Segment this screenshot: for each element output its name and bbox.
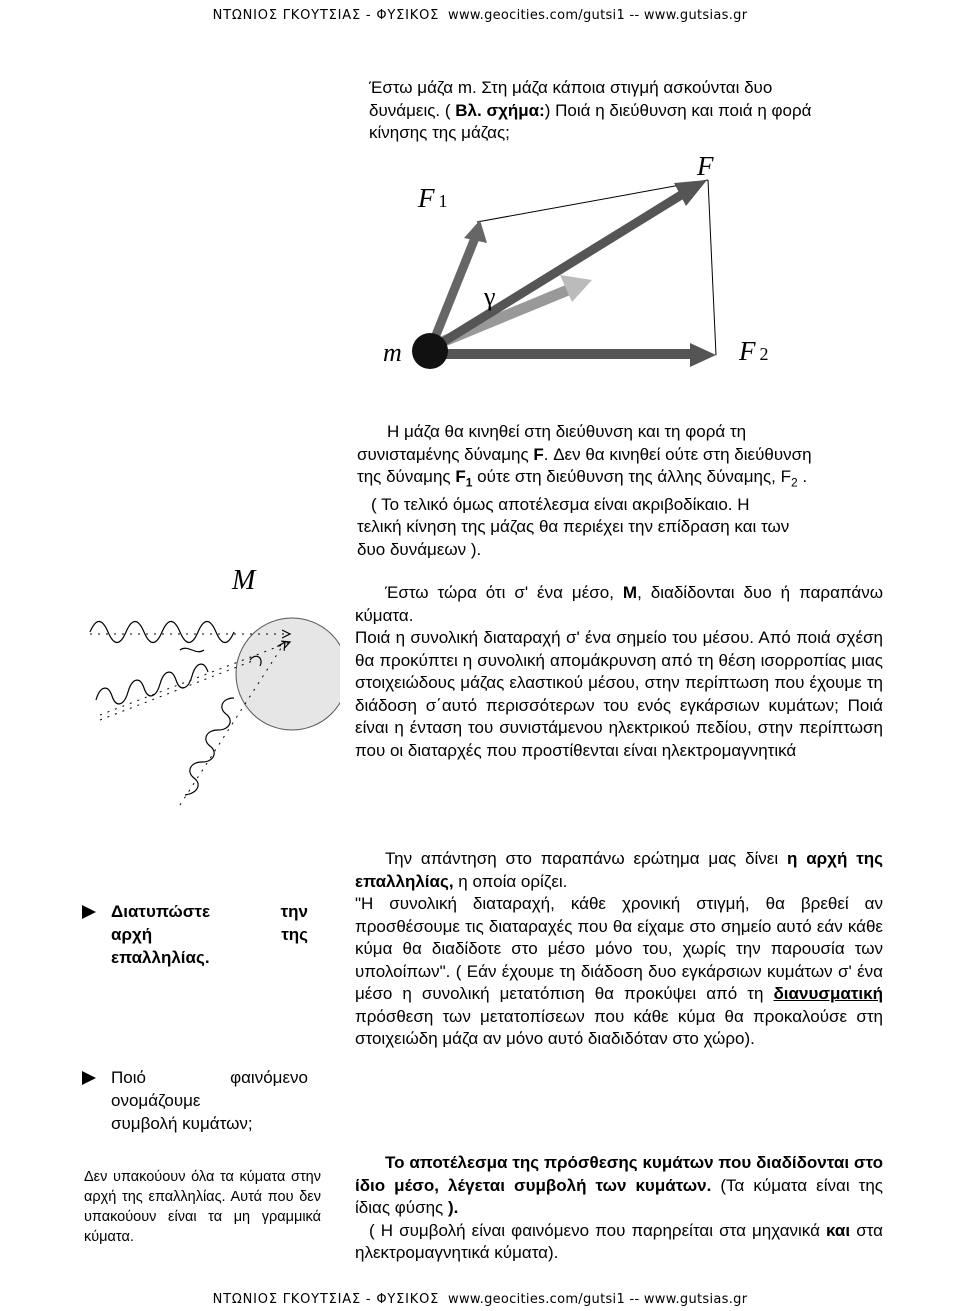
vector-f2-arrow: [430, 343, 716, 367]
footer-author: ΝΤΩΝΙΟΣ ΓΚΟΥΤΣΙΑΣ - ΦΥΣΙΚΟΣ: [212, 1292, 440, 1307]
answer-line-6: δυο δυνάμεων ).: [357, 539, 482, 559]
label-f2: F 2: [739, 336, 769, 366]
answer-line-1: Η μάζα θα κινηθεί στη διεύθυνση και τη φορά τη: [387, 422, 747, 441]
page-footer: [0, 1292, 960, 1307]
header-urls: www.geocities.com/gutsi1 -- www.gutsias.gr: [448, 8, 748, 23]
wave-4-path: [100, 660, 255, 720]
wave-2: [96, 664, 208, 704]
label-m: m: [383, 338, 402, 367]
bullet-triangle-icon: [82, 1071, 96, 1085]
wave-3: [185, 698, 234, 795]
wave-1: [90, 622, 234, 643]
answer-line-4: ( Το τελικό όμως αποτέλεσμα είναι ακριβοδίκαιο. Η: [371, 494, 750, 514]
page-header: [0, 8, 960, 23]
answer-line-3: της δύναμης $F_1$ ούτε στη διεύθυνση της άλλης δύναμης, $F_2$ .: [357, 467, 808, 490]
label-gamma: γ: [484, 282, 496, 311]
sidebar-note: Δεν υπακούουν όλα τα κύματα στην αρχή της επαλληλίας. Αυτά που δεν υπακούουν είναι τα μη γραμμικά κύματα.: [84, 1169, 321, 1245]
conclusion-note: ( Η συμβολή είναι φαινόμενο που παρηρείται στα μηχανικά και στα ηλεκτρομαγνητικά κύματα).: [355, 1220, 883, 1262]
intro-line-3: κίνησης της μάζας;: [369, 123, 510, 142]
intro-line-2: δυνάμεις. ( Βλ. σχήμα:) Ποιά η διεύθυνση και ποιά η φορά: [369, 100, 812, 120]
answer-line-2: συνισταμένης δύναμης F. Δεν θα κινηθεί ούτε στη διεύθυνση: [357, 444, 812, 464]
waves-question: Ποιά η συνολική διαταραχή σ' ένα σημείο του μέσου. Από ποιά σχέση θα προκύπτει η συνολική απομάκρυνση από τη θέση ισορροπίας μιας στοιχειώδους μάζας ελαστικού μέσου, στην περίπτωση που έχουμε τη διάδοση σ΄αυτό περισσότερων του ενός εγκάρσιων κυμάτων; Ποιά είναι η ένταση του συνιστάμενου ηλεκτρικού πεδίου, στην περίπτωση που οι διαταρχές που προστίθενται είναι ηλεκτρομαγνητικά: [355, 628, 883, 760]
waves-intro: Έστω τώρα ότι σ' ένα μέσο, Μ, διαδίδονται δυο ή παραπάνω κύματα.: [355, 583, 883, 625]
principle-paragraph: [355, 848, 883, 1051]
principle-statement: "Η συνολική διαταραχή, κάθε χρονική στιγμή, θα βρεθεί αν προσθέσουμε τις διαταραχές που θα είχαμε στο σημείο αυτό εάν κάθε κύμα θα διαδίδοτε στο μέσο μόνο του, χωρίς την παρουσία των υπολοίπων". ( Εάν έχουμε τη διάδοση δυο εγκάρσιων κυμάτων σ' ένα μέσο η συνολική μετατόπιση θα προκύψει από τη διανυσματική πρόσθεση των μετατοπίσεων που κάθε κύμα θα προκαλούσε στη στοιχειώδη μάζα αν μόνο αυτό διαδιδόταν στο χώρο).: [355, 894, 883, 1048]
wave-diagram: [80, 600, 340, 840]
conclusion-paragraph: [355, 1152, 883, 1265]
sidebar-question-1: Διατυπώστε την αρχή της επαλληλίας.: [84, 900, 308, 969]
medium-circle: [236, 618, 340, 730]
label-f1: F 1: [418, 183, 448, 213]
parallelogram-right-edge: [708, 180, 716, 355]
conclusion-definition: Το αποτέλεσμα της πρόσθεσης κυμάτων που διαδίδονται στο ίδιο μέσο, λέγεται συμβολή των κυμάτων. (Τα κύματα είναι της ίδιας φύσης ).: [355, 1153, 883, 1217]
answer-line-5: τελική κίνηση της μάζας θα περιέχει την επίδραση και των: [357, 517, 790, 537]
footer-urls: www.geocities.com/gutsi1 -- www.gutsias.gr: [448, 1292, 748, 1307]
bullet-triangle-icon: [82, 905, 96, 919]
label-f: F: [697, 151, 714, 181]
sidebar-question-2: Ποιό φαινόμενο ονομάζουμε συμβολή κυμάτων;: [84, 1066, 308, 1135]
answer-paragraph: [357, 421, 883, 561]
label-medium-m: M: [232, 565, 256, 596]
header-author: ΝΤΩΝΙΟΣ ΓΚΟΥΤΣΙΑΣ - ΦΥΣΙΚΟΣ: [212, 8, 440, 23]
mass-m-dot: [412, 333, 448, 369]
intro-question: [369, 77, 889, 145]
waves-paragraph: [355, 582, 883, 762]
principle-intro: Την απάντηση στο παραπάνω ερώτημα μας δίνει η αρχή της επαλληλίας, η οποία ορίζει.: [355, 849, 883, 891]
intro-line-1: Έστω μάζα m. Στη μάζα κάποια στιγμή ασκούνται δυο: [369, 78, 773, 97]
